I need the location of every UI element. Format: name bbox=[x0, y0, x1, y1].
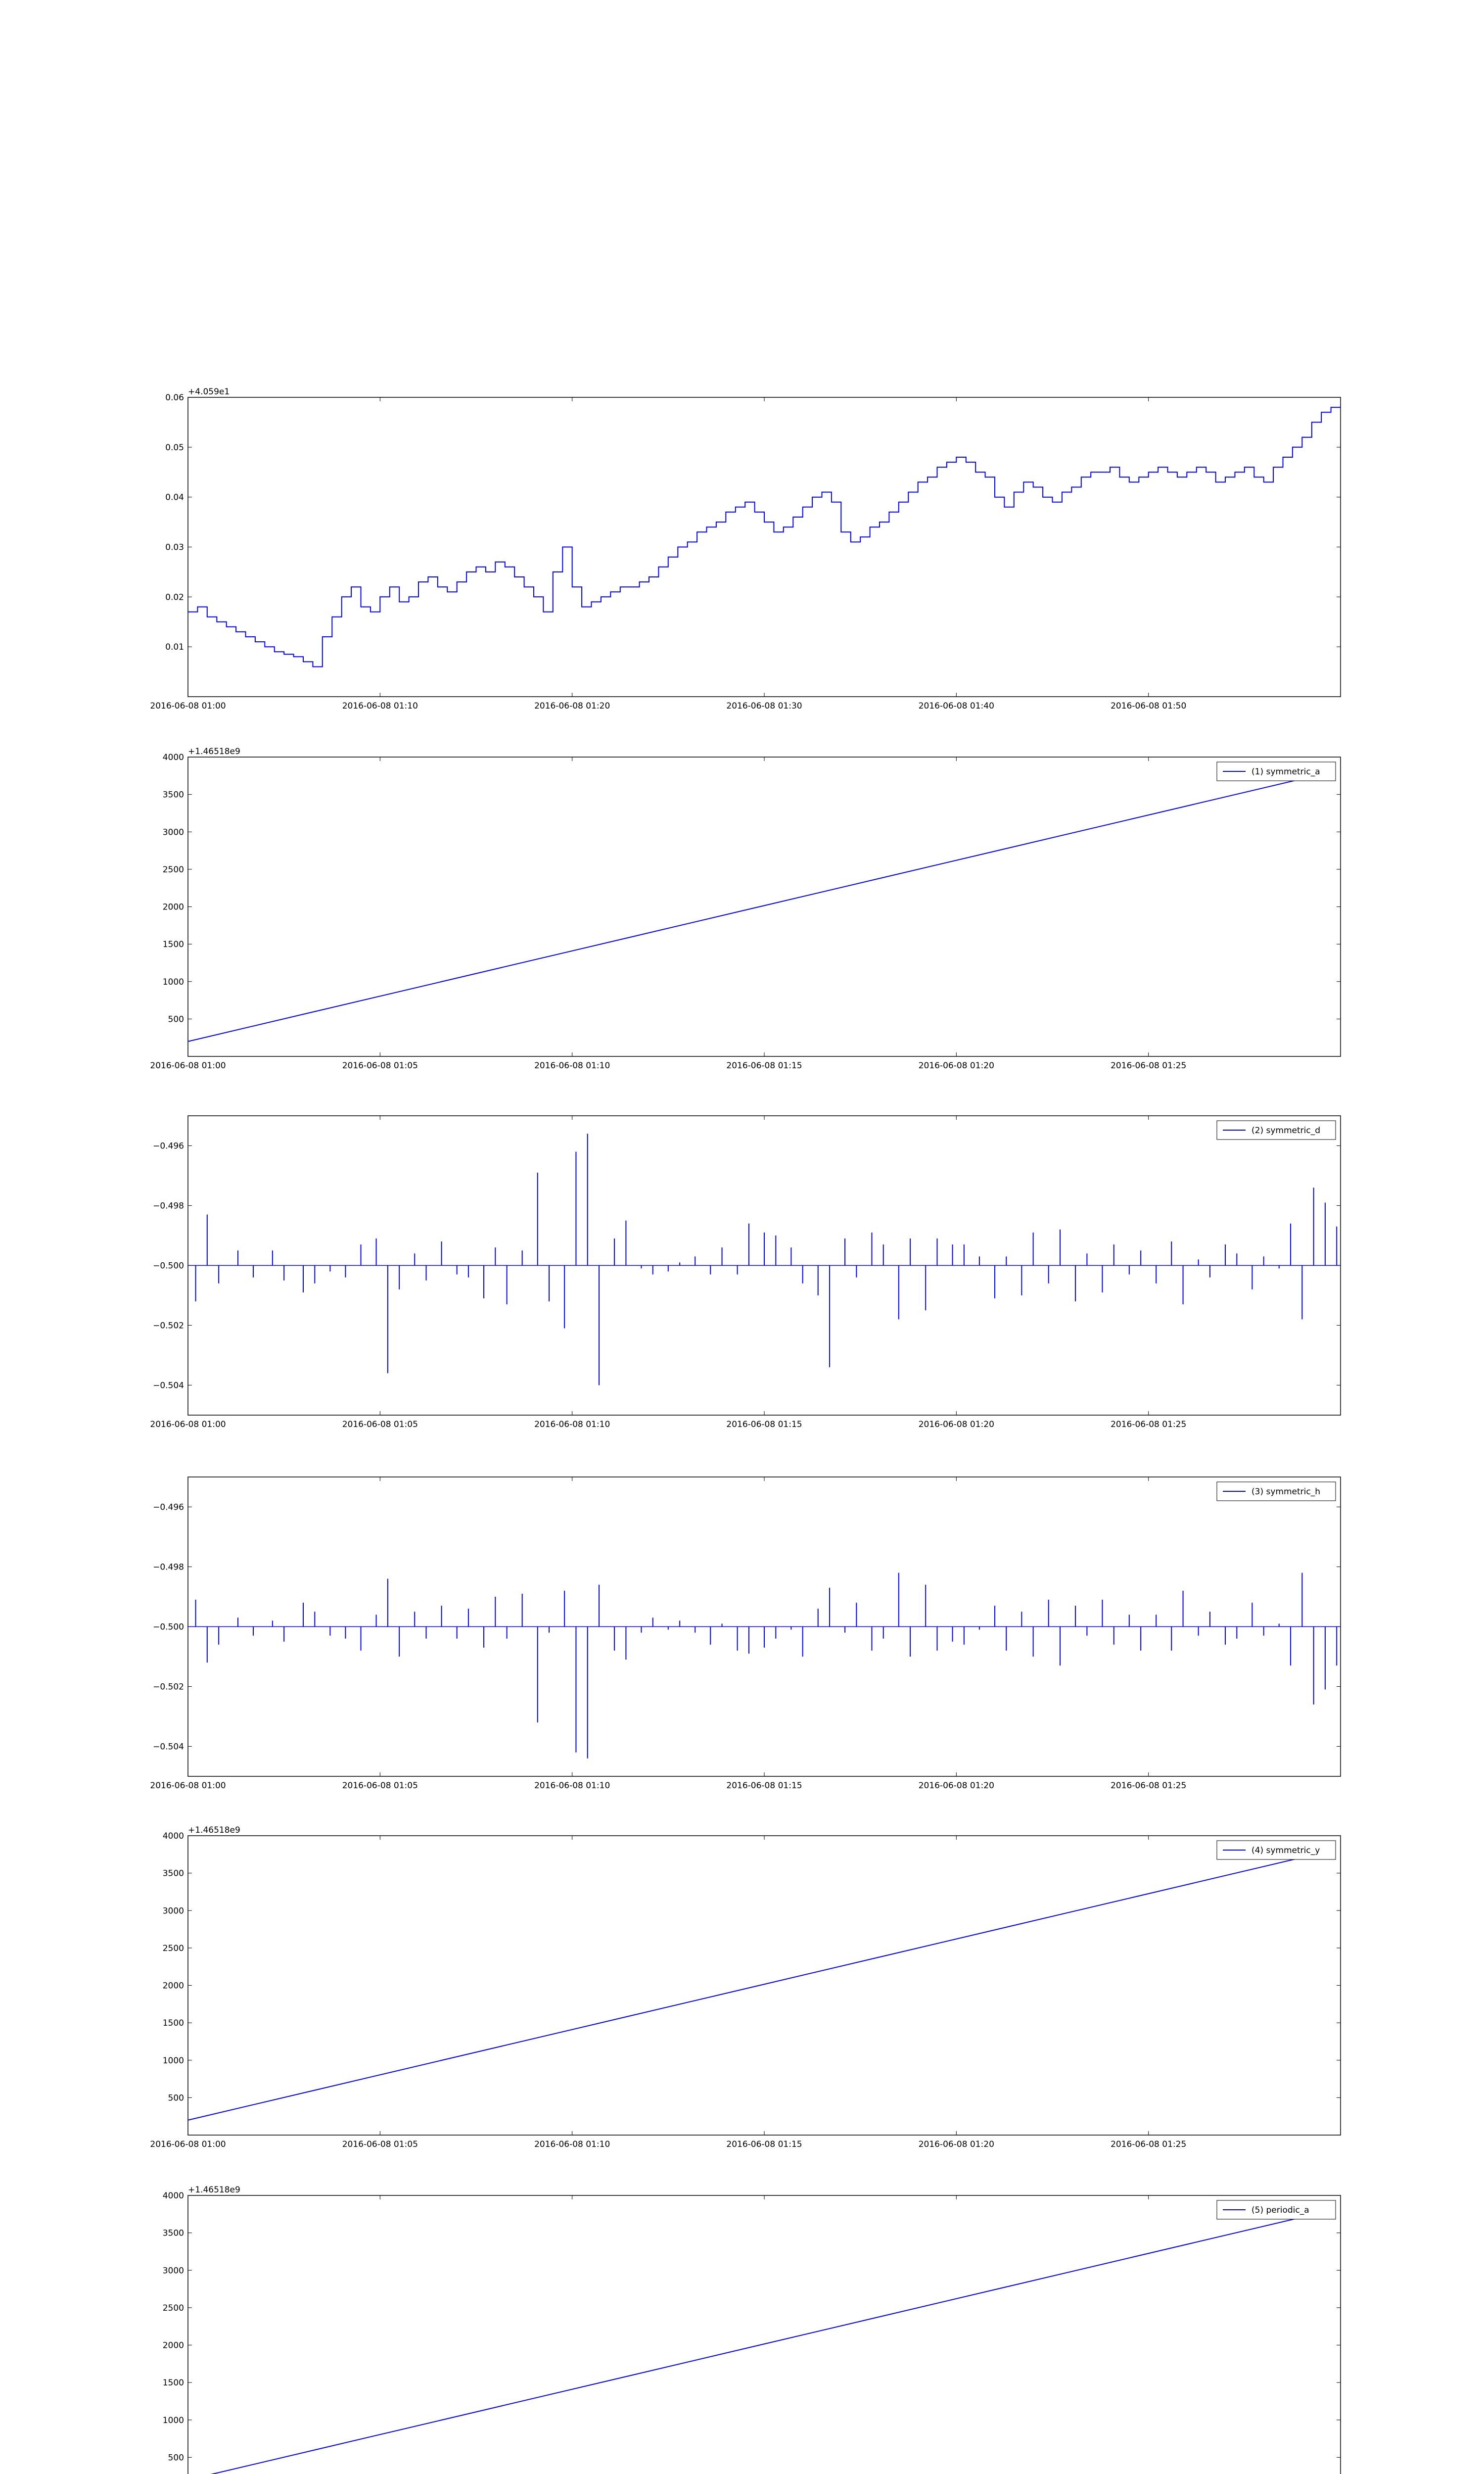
x-tick-label: 2016-06-08 01:10 bbox=[534, 2140, 610, 2149]
y-tick-label: 3500 bbox=[162, 790, 184, 800]
y-tick-label: 0.01 bbox=[165, 642, 184, 653]
axis-offset-text: +1.46518e9 bbox=[188, 747, 240, 757]
x-tick-label: 2016-06-08 01:15 bbox=[726, 2140, 802, 2149]
x-tick-label: 2016-06-08 01:00 bbox=[150, 2140, 226, 2149]
legend-label: (4) symmetric_y bbox=[1252, 1846, 1320, 1856]
x-tick-label: 2016-06-08 01:25 bbox=[1111, 1781, 1187, 1791]
y-tick-label: 4000 bbox=[162, 753, 184, 762]
y-tick-label: 500 bbox=[168, 2453, 184, 2463]
y-tick-label: 3000 bbox=[162, 2266, 184, 2276]
y-tick-label: −0.498 bbox=[153, 1201, 184, 1211]
legend-label: (5) periodic_a bbox=[1252, 2205, 1309, 2215]
y-tick-label: 1000 bbox=[162, 2415, 184, 2426]
x-tick-label: 2016-06-08 01:30 bbox=[726, 701, 802, 711]
y-tick-label: 2000 bbox=[162, 2340, 184, 2351]
legend bbox=[1217, 1841, 1336, 1859]
chart-panel-0 bbox=[150, 387, 1341, 711]
y-tick-label: 2500 bbox=[162, 864, 184, 875]
x-tick-label: 2016-06-08 01:05 bbox=[342, 1420, 418, 1429]
legend-label: (3) symmetric_h bbox=[1252, 1487, 1320, 1497]
plot-area bbox=[188, 2195, 1341, 2474]
y-tick-label: 2000 bbox=[162, 902, 184, 912]
x-tick-label: 2016-06-08 01:20 bbox=[918, 1781, 994, 1791]
x-tick-label: 2016-06-08 01:25 bbox=[1111, 1420, 1187, 1429]
plot-area bbox=[188, 397, 1341, 697]
chart-panel-5 bbox=[150, 2185, 1341, 2474]
x-tick-label: 2016-06-08 01:20 bbox=[534, 701, 610, 711]
y-tick-label: 1000 bbox=[162, 2055, 184, 2066]
legend bbox=[1217, 762, 1336, 781]
y-tick-label: 0.02 bbox=[165, 592, 184, 603]
x-tick-label: 2016-06-08 01:05 bbox=[342, 1061, 418, 1071]
axis-offset-text: +1.46518e9 bbox=[188, 1825, 240, 1835]
y-tick-label: −0.502 bbox=[153, 1682, 184, 1692]
x-tick-label: 2016-06-08 01:10 bbox=[342, 701, 418, 711]
x-tick-label: 2016-06-08 01:10 bbox=[534, 1781, 610, 1791]
x-tick-label: 2016-06-08 01:20 bbox=[918, 1061, 994, 1071]
y-tick-label: 1500 bbox=[162, 2018, 184, 2029]
y-tick-label: 3500 bbox=[162, 1868, 184, 1879]
y-tick-label: −0.496 bbox=[153, 1502, 184, 1513]
legend bbox=[1217, 1482, 1336, 1501]
x-tick-label: 2016-06-08 01:10 bbox=[534, 1061, 610, 1071]
x-tick-label: 2016-06-08 01:00 bbox=[150, 701, 226, 711]
y-tick-label: 0.05 bbox=[165, 442, 184, 453]
x-tick-label: 2016-06-08 01:20 bbox=[918, 2140, 994, 2149]
y-tick-label: 2500 bbox=[162, 2303, 184, 2313]
plot-area bbox=[188, 1836, 1341, 2135]
y-tick-label: 4000 bbox=[162, 2191, 184, 2201]
x-tick-label: 2016-06-08 01:05 bbox=[342, 2140, 418, 2149]
legend-label: (2) symmetric_d bbox=[1252, 1126, 1320, 1136]
x-tick-label: 2016-06-08 01:25 bbox=[1111, 2140, 1187, 2149]
x-tick-label: 2016-06-08 01:00 bbox=[150, 1061, 226, 1071]
y-tick-label: −0.500 bbox=[153, 1622, 184, 1632]
y-tick-label: 1500 bbox=[162, 940, 184, 950]
y-tick-label: 500 bbox=[168, 1014, 184, 1025]
x-tick-label: 2016-06-08 01:05 bbox=[342, 1781, 418, 1791]
y-tick-label: −0.500 bbox=[153, 1261, 184, 1271]
x-tick-label: 2016-06-08 01:25 bbox=[1111, 1061, 1187, 1071]
y-tick-label: 3000 bbox=[162, 827, 184, 838]
y-tick-label: −0.502 bbox=[153, 1321, 184, 1331]
y-tick-label: 3500 bbox=[162, 2228, 184, 2238]
legend bbox=[1217, 2200, 1336, 2219]
y-tick-label: −0.504 bbox=[153, 1742, 184, 1752]
y-tick-label: 0.06 bbox=[165, 393, 184, 403]
x-tick-label: 2016-06-08 01:10 bbox=[534, 1420, 610, 1429]
y-tick-label: 2500 bbox=[162, 1943, 184, 1953]
y-tick-label: −0.496 bbox=[153, 1141, 184, 1151]
plot-area bbox=[188, 757, 1341, 1056]
y-tick-label: 0.03 bbox=[165, 542, 184, 553]
x-tick-label: 2016-06-08 01:15 bbox=[726, 1420, 802, 1429]
chart-panel-4 bbox=[150, 1825, 1341, 2149]
x-tick-label: 2016-06-08 01:20 bbox=[918, 1420, 994, 1429]
y-tick-label: −0.498 bbox=[153, 1562, 184, 1572]
y-tick-label: 4000 bbox=[162, 1831, 184, 1841]
y-tick-label: 0.04 bbox=[165, 492, 184, 503]
chart-panel-3 bbox=[150, 1477, 1341, 1791]
x-tick-label: 2016-06-08 01:00 bbox=[150, 1781, 226, 1791]
axis-offset-text: +4.059e1 bbox=[188, 387, 230, 397]
x-tick-label: 2016-06-08 01:50 bbox=[1111, 701, 1187, 711]
y-tick-label: 2000 bbox=[162, 1981, 184, 1991]
y-tick-label: 3000 bbox=[162, 1906, 184, 1916]
x-tick-label: 2016-06-08 01:00 bbox=[150, 1420, 226, 1429]
y-tick-label: 500 bbox=[168, 2093, 184, 2103]
x-tick-label: 2016-06-08 01:40 bbox=[918, 701, 994, 711]
legend-label: (1) symmetric_a bbox=[1252, 767, 1320, 777]
y-tick-label: 1000 bbox=[162, 977, 184, 987]
y-tick-label: 1500 bbox=[162, 2378, 184, 2388]
x-tick-label: 2016-06-08 01:15 bbox=[726, 1781, 802, 1791]
y-tick-label: −0.504 bbox=[153, 1380, 184, 1391]
axis-offset-text: +1.46518e9 bbox=[188, 2185, 240, 2195]
legend bbox=[1217, 1121, 1336, 1140]
chart-panel-1 bbox=[150, 747, 1341, 1071]
chart-panel-2 bbox=[150, 1116, 1341, 1429]
x-tick-label: 2016-06-08 01:15 bbox=[726, 1061, 802, 1071]
